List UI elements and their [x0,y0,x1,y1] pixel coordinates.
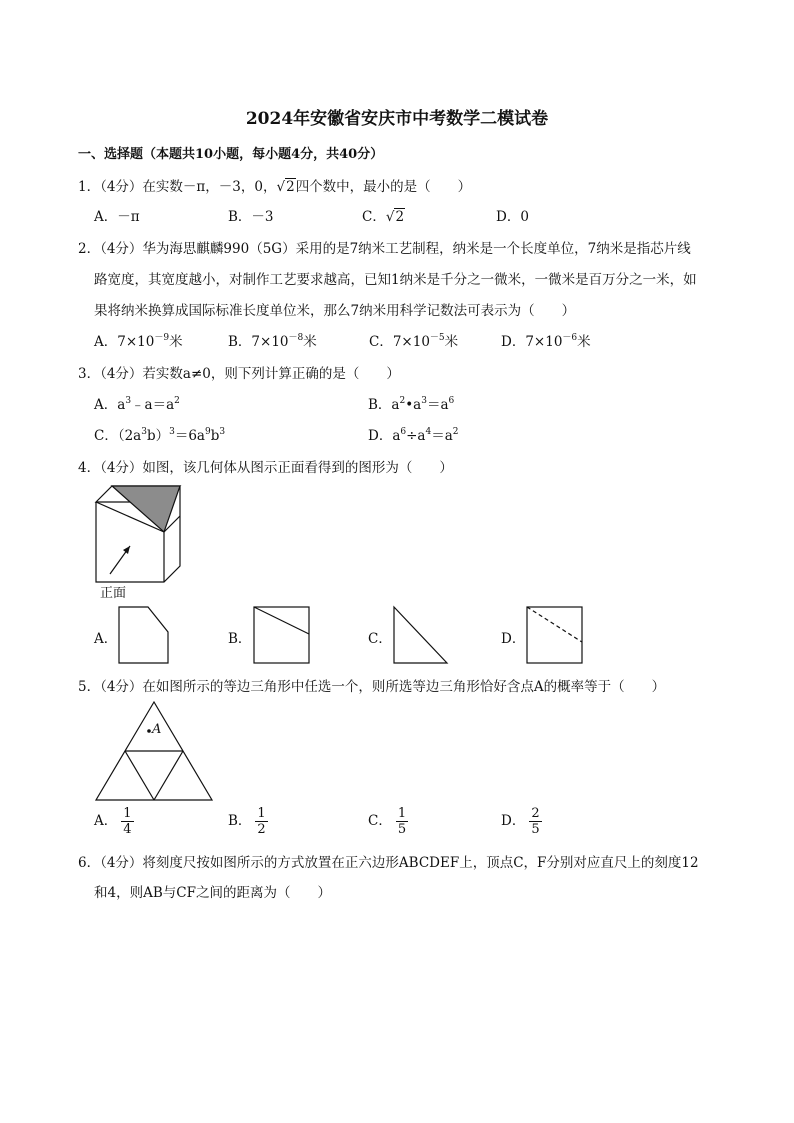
q5-option-b: B． $\frac{1}{2}$ [228,806,266,837]
q1-stem-text-2: 四个数中，最小的是（ ） [295,179,472,195]
q5-option-d: D． $\frac{2}{5}$ [501,806,540,837]
q5-option-c: C． $\frac{1}{5}$ [368,806,407,837]
section-heading: 一、选择题（本题共10小题，每小题4分，共40分） [78,147,384,162]
q3-option-b: B．$a^2•a^3=a^6$ [368,396,455,413]
q4-figure-d [526,606,584,666]
sqrt-symbol: √2 [276,179,295,195]
question-2-line-3: 果将纳米换算成国际标准长度单位米，那么7纳米用科学记数法可表示为（ ） [94,303,576,319]
q3-option-a: A．$a^3﹣a=a^2$ [94,396,180,413]
q4-option-c: C． [368,631,392,647]
page-title: 2024年安徽省安庆市中考数学二模试卷 [245,109,549,129]
q4-option-a: A． [94,631,118,647]
question-6-line-1: 6．（4分）将刻度尺按如图所示的方式放置在正六边形ABCDEF上，顶点C，F分别对应直尺上的刻度12 [78,855,699,871]
q2-option-a: A．$7\times 10^{-9}$米 [94,333,183,350]
q4-figure-a [118,606,170,666]
q3-option-d: D．$a^6\div a^4=a^2$ [368,427,459,444]
question-3-stem: 3．（4分）若实数a≠0，则下列计算正确的是（ ） [78,366,400,382]
question-6-line-2: 和4，则AB与CF之间的距离为（ ） [94,885,331,901]
q1-option-b: B．－3 [228,209,274,225]
q4-figure-b [253,606,311,666]
triangle-grid-diagram [94,700,216,804]
q5-option-a: A． $\frac{1}{4}$ [94,806,132,837]
question-2-line-1: 2．（4分）华为海思麒麟990（5G）采用的是7纳米工艺制程，纳米是一个长度单位，7纳米是指芯片线 [78,241,691,257]
question-1-stem [78,175,471,195]
q4-figure-c [393,606,449,666]
q1-option-c: C．√2 [362,209,405,225]
point-a-label: A [152,722,162,737]
q1-option-a: A．－π [94,209,140,225]
q4-option-d: D． [501,631,526,647]
q1-option-d: D．0 [496,209,529,225]
question-4-stem: 4．（4分）如图，该几何体从图示正面看得到的图形为（ ） [78,460,453,476]
q2-option-d: D．$7\times 10^{-6}$米 [501,333,591,350]
q2-option-b: B．$7\times 10^{-8}$米 [228,333,317,350]
front-label: 正面 [100,586,127,601]
q4-option-b: B． [228,631,252,647]
question-2-line-2: 路宽度，其宽度越小，对制作工艺要求越高，已知1纳米是千分之一微米，一微米是百万分之一米，如 [94,272,697,288]
q2-option-c: C．$7\times 10^{-5}$米 [369,333,459,350]
q3-option-c: C．$(2a^3b)^3=6a^9b^3$ [94,427,226,444]
question-5-stem: 5．（4分）在如图所示的等边三角形中任选一个，则所选等边三角形恰好含点A的概率等于（ ） [78,679,666,695]
q1-stem-text: 1．（4分）在实数－π，－3，0， [78,179,277,195]
